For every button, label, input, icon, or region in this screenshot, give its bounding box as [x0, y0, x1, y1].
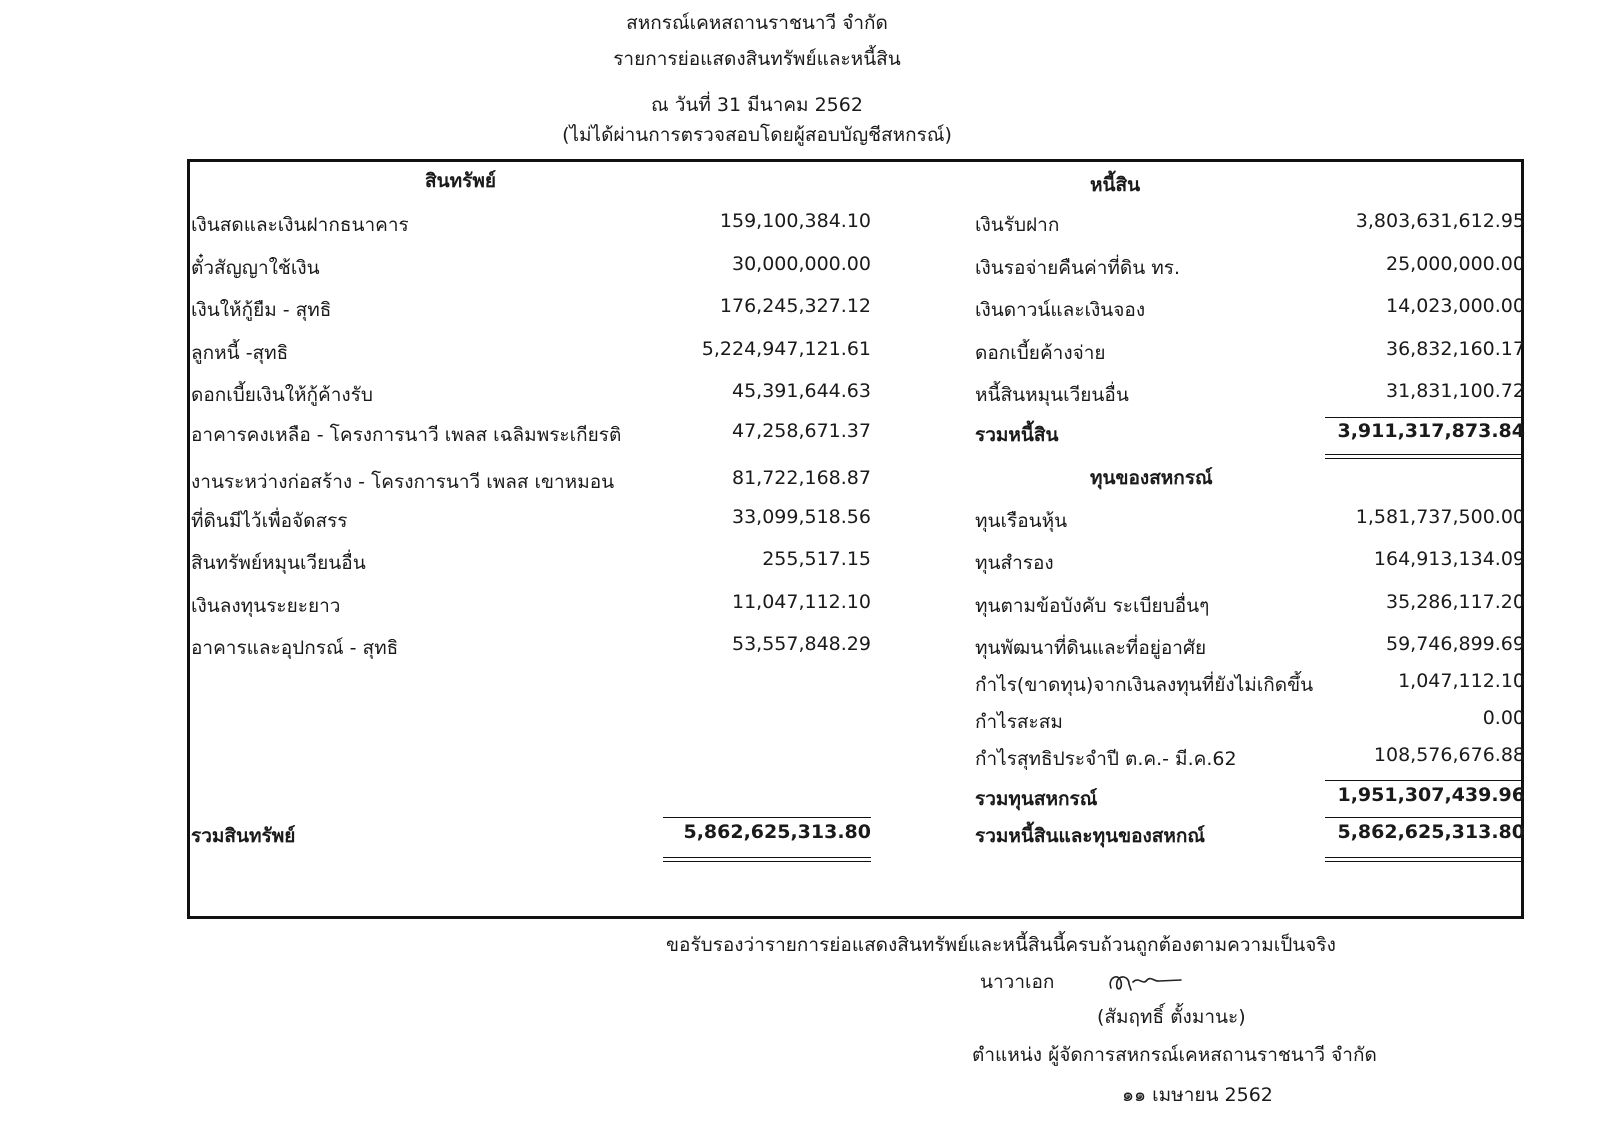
asset-label: สินทรัพย์หมุนเวียนอื่น [191, 552, 366, 574]
equity-label: กำไรสุทธิประจำปี ต.ค.- มี.ค.62 [975, 748, 1237, 770]
liability-label: เงินดาวน์และเงินจอง [975, 299, 1146, 321]
equity-amount: 35,286,117.20 [1385, 591, 1525, 613]
report-date: ณ วันที่ 31 มีนาคม 2562 [651, 94, 863, 116]
total-assets-rule [663, 817, 871, 818]
document-title: รายการย่อแสดงสินทรัพย์และหนี้สิน [613, 48, 901, 70]
grand-total-double-rule [1325, 857, 1523, 862]
signature-image [1105, 968, 1185, 994]
asset-amount: 45,391,644.63 [731, 380, 871, 402]
total-equity-rule [1325, 780, 1523, 781]
asset-label: อาคารคงเหลือ - โครงการนาวี เพลส เฉลิมพระเกียรติ [191, 424, 622, 446]
total-liabilities-double-rule [1325, 454, 1523, 459]
equity-amount: 59,746,899.69 [1385, 633, 1525, 655]
total-liabilities-rule [1325, 417, 1523, 418]
liability-amount: 14,023,000.00 [1385, 295, 1525, 317]
equity-amount: 108,576,676.88 [1373, 744, 1525, 766]
asset-amount: 81,722,168.87 [731, 467, 871, 489]
total-assets-amount: 5,862,625,313.80 [683, 821, 871, 843]
total-liabilities-label: รวมหนี้สิน [975, 424, 1059, 446]
liability-label: หนี้สินหมุนเวียนอื่น [975, 384, 1129, 406]
asset-label: เงินลงทุนระยะยาว [191, 595, 341, 617]
liabilities-heading: หนี้สิน [1090, 174, 1141, 196]
equity-label: ทุนตามข้อบังคับ ระเบียบอื่นๆ [975, 595, 1210, 617]
signer-rank: นาวาเอก [980, 971, 1055, 993]
equity-heading: ทุนของสหกรณ์ [1090, 467, 1213, 489]
signing-date: ๑๑ เมษายน 2562 [1122, 1084, 1273, 1106]
grand-total-amount: 5,862,625,313.80 [1337, 821, 1525, 843]
total-equity-amount: 1,951,307,439.96 [1337, 784, 1525, 806]
asset-amount: 159,100,384.10 [719, 210, 871, 232]
asset-amount: 53,557,848.29 [731, 633, 871, 655]
equity-amount: 1,581,737,500.00 [1355, 506, 1525, 528]
equity-label: ทุนสำรอง [975, 552, 1054, 574]
liability-amount: 25,000,000.00 [1385, 253, 1525, 275]
asset-label: อาคารและอุปกรณ์ - สุทธิ [191, 637, 399, 659]
asset-label: เงินให้กู้ยืม - สุทธิ [191, 299, 332, 321]
liability-amount: 3,803,631,612.95 [1355, 210, 1525, 232]
total-liabilities-amount: 3,911,317,873.84 [1337, 420, 1525, 442]
asset-amount: 176,245,327.12 [719, 295, 871, 317]
asset-amount: 5,224,947,121.61 [701, 338, 871, 360]
equity-label: ทุนพัฒนาที่ดินและที่อยู่อาศัย [975, 637, 1207, 659]
organization-name: สหกรณ์เคหสถานราชนาวี จำกัด [626, 12, 888, 34]
asset-amount: 11,047,112.10 [731, 591, 871, 613]
equity-amount: 164,913,134.09 [1373, 548, 1525, 570]
liability-label: ดอกเบี้ยค้างจ่าย [975, 342, 1106, 364]
asset-label: งานระหว่างก่อสร้าง - โครงการนาวี เพลส เขาหมอน [191, 471, 615, 493]
equity-label: กำไรสะสม [975, 711, 1063, 733]
asset-label: ลูกหนี้ -สุทธิ [191, 342, 289, 364]
signer-name: (สัมฤทธิ์ ตั้งมานะ) [1097, 1006, 1246, 1028]
total-equity-label: รวมทุนสหกรณ์ [975, 788, 1098, 810]
audit-note: (ไม่ได้ผ่านการตรวจสอบโดยผู้สอบบัญชีสหกรณ์) [562, 124, 952, 146]
asset-label: ตั๋วสัญญาใช้เงิน [191, 257, 320, 279]
assets-heading: สินทรัพย์ [425, 170, 496, 192]
grand-total-label: รวมหนี้สินและทุนของสหกณ์ [975, 825, 1206, 847]
liability-label: เงินรอจ่ายคืนค่าที่ดิน ทร. [975, 257, 1181, 279]
asset-amount: 30,000,000.00 [731, 253, 871, 275]
asset-amount: 255,517.15 [762, 548, 871, 570]
equity-label: ทุนเรือนหุ้น [975, 510, 1068, 532]
grand-total-rule [1325, 817, 1523, 818]
liability-amount: 36,832,160.17 [1385, 338, 1525, 360]
equity-amount: 1,047,112.10 [1398, 670, 1525, 692]
liability-amount: 31,831,100.72 [1385, 380, 1525, 402]
equity-label: กำไร(ขาดทุน)จากเงินลงทุนที่ยังไม่เกิดขึ้น [975, 674, 1314, 696]
liability-label: เงินรับฝาก [975, 214, 1060, 236]
asset-amount: 33,099,518.56 [731, 506, 871, 528]
total-assets-label: รวมสินทรัพย์ [191, 825, 296, 847]
equity-amount: 0.00 [1482, 707, 1525, 729]
signer-position: ตำแหน่ง ผู้จัดการสหกรณ์เคหสถานราชนาวี จำกัด [972, 1044, 1377, 1066]
asset-amount: 47,258,671.37 [731, 420, 871, 442]
certification-text: ขอรับรองว่ารายการย่อแสดงสินทรัพย์และหนี้สินนี้ครบถ้วนถูกต้องตามความเป็นจริง [666, 934, 1336, 956]
asset-label: ที่ดินมีไว้เพื่อจัดสรร [191, 510, 348, 532]
total-assets-double-rule [663, 857, 871, 862]
asset-label: ดอกเบี้ยเงินให้กู้ค้างรับ [191, 384, 373, 406]
asset-label: เงินสดและเงินฝากธนาคาร [191, 214, 409, 236]
